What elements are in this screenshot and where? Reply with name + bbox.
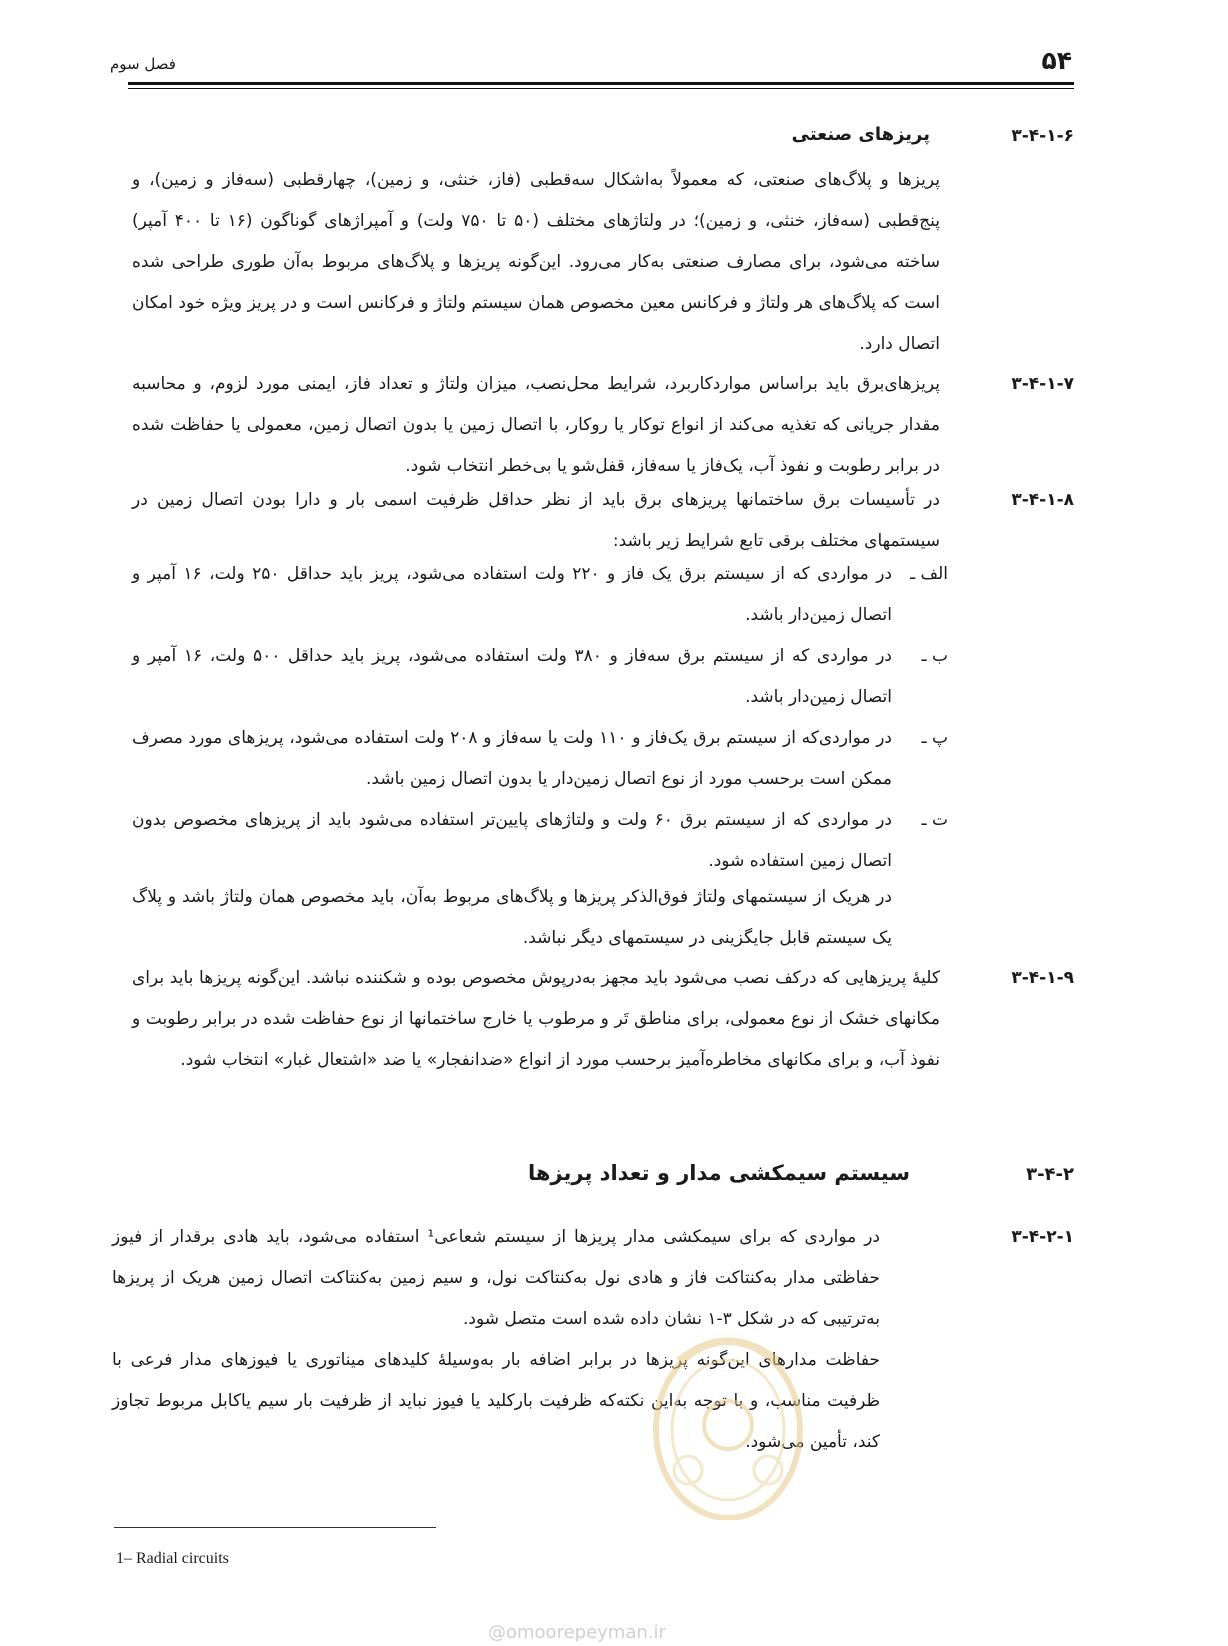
paragraph: کلیهٔ پریزهایی که درکف نصب می‌شود باید مجهز به‌درپوش مخصوص بوده و شکننده نباشد. این‌گونه پریزها باید برای مکانهای خشک از نوع معمولی، برای مناطق تَر و مرطوب یا خارج ساختمانها از نوع حفاظت شده در برابر رطوبت و نفوذ آب، و برای مکانهای مخاطره‌آمیز برحسب مورد از انواع «ضدانفجار» یا ضد «اشتعال غبار» انتخاب شود. bbox=[132, 968, 940, 1070]
list-item: در مواردی که از سیستم برق یک فاز و ۲۲۰ ولت استفاده می‌شود، پریز باید حداقل ۲۵۰ ولت، ۱۶ آمپر و اتصال زمین‌دار باشد. bbox=[132, 564, 892, 625]
section-number: ۳-۴-۱-۷ bbox=[1011, 374, 1074, 394]
list-marker: ت ـ bbox=[921, 810, 948, 830]
section-number: ۳-۴-۱-۸ bbox=[1011, 490, 1074, 510]
watermark-text: @omoorepeyman.ir bbox=[488, 1622, 666, 1643]
chapter-title: فصل سوم bbox=[110, 55, 176, 73]
footnote: 1– Radial circuits bbox=[116, 1550, 229, 1567]
paragraph: در مواردی که برای سیمکشی مدار پریزها از سیستم شعاعی¹ استفاده می‌شود، باید هادی برقدار از فیوز حفاظتی مدار به‌کنتاکت فاز و هادی نول به‌کنتاکت نول، و سیم زمین به‌کنتاکت اتصال زمین هریک از پریزها به‌ترتیبی که در شکل ۳-۱ نشان داده شده است متصل شود. bbox=[112, 1227, 880, 1329]
paragraph: پریزها و پلاگ‌های صنعتی، که معمولاً به‌اشکال سه‌قطبی (فاز، خنثی، و زمین)، چهارقطبی (سه‌فاز و زمین)، و پنج‌قطبی (سه‌فاز، خنثی، و زمین)؛ در ولتاژهای مختلف (۵۰ تا ۷۵۰ ولت) و آمپراژهای گوناگون (۱۶ تا ۴۰۰ آمپر) ساخته می‌شود، برای مصارف صنعتی به‌کار می‌رود. این‌گونه پریزها و پلاگ‌های مربوط به‌آن طوری طراحی شده است که پلاگ‌های هر ولتاژ و فرکانس معین مخصوص همان سیستم ولتاژ و فرکانس است و در پریز ویژه خود امکان اتصال دارد. bbox=[132, 170, 941, 354]
list-item: در مواردی‌که از سیستم برق یک‌فاز و ۱۱۰ ولت یا سه‌فاز و ۲۰۸ ولت استفاده می‌شود، پریزهای مورد مصرف ممکن است برحسب مورد از نوع اتصال زمین‌دار یا بدون اتصال زمین باشد. bbox=[132, 728, 892, 789]
watermark-seal-icon bbox=[648, 1320, 808, 1520]
header-rule-thin bbox=[128, 88, 1074, 89]
footnote-rule bbox=[114, 1527, 436, 1528]
paragraph: پریزهای‌برق باید براساس مواردکاربرد، شرایط محل‌نصب، میزان ولتاژ و تعداد فاز، ایمنی مورد لزوم، و محاسبه مقدار جریانی که تغذیه می‌کند از انواع توکار یا روکار، با اتصال زمین یا بدون اتصال زمین، معمولی یا حفاظت شده در برابر رطوبت و نفوذ آب، یک‌فاز یا سه‌فاز، قفل‌شو یا بی‌خطر انتخاب شود. bbox=[132, 374, 940, 476]
section-number: ۳-۴-۲-۱ bbox=[1011, 1227, 1074, 1247]
list-item: در مواردی که از سیستم برق سه‌فاز و ۳۸۰ ولت استفاده می‌شود، پریز باید حداقل ۵۰۰ ولت، ۱۶ آمپر و اتصال زمین‌دار باشد. bbox=[132, 646, 892, 707]
paragraph: در تأسیسات برق ساختمانها پریزهای برق باید از نظر حداقل ظرفیت اسمی بار و دارا بودن اتصال زمین در سیستمهای مختلف برقی تابع شرایط زیر باشد: bbox=[132, 490, 940, 551]
section-number: ۳-۴-۲ bbox=[1026, 1164, 1074, 1185]
section-heading: پریزهای صنعتی bbox=[791, 124, 930, 145]
paragraph: در هریک از سیستمهای ولتاژ فوق‌الذکر پریزها و پلاگ‌های مربوط به‌آن، باید مخصوص همان ولتاژ باشد و پلاگ یک سیستم قابل جایگزینی در سیستمهای دیگر نباشد. bbox=[132, 887, 892, 948]
list-marker: الف ـ bbox=[910, 564, 948, 584]
section-heading: سیستم سیمکشی مدار و تعداد پریزها bbox=[528, 1161, 910, 1185]
paragraph: حفاظت مدارهای این‌گونه پریزها در برابر اضافه بار به‌وسیلهٔ کلیدهای میناتوری یا فیوزهای مدار فرعی با ظرفیت مناسب، و با توجه به‌این نکته‌که ظرفیت بارکلید یا فیوز نباید از ظرفیت بار سیم یاکابل مربوط تجاوز کند، تأمین می‌شود. bbox=[112, 1350, 880, 1452]
section-number: ۳-۴-۱-۶ bbox=[1011, 126, 1074, 146]
header-rule bbox=[128, 82, 1074, 85]
list-item: در مواردی که از سیستم برق ۶۰ ولت و ولتاژهای پایین‌تر استفاده می‌شود باید از پریزهای مخصوص بدون اتصال زمین استفاده شود. bbox=[132, 810, 892, 871]
section-number: ۳-۴-۱-۹ bbox=[1011, 968, 1074, 988]
list-marker: پ ـ bbox=[921, 728, 948, 748]
list-marker: ب ـ bbox=[921, 646, 948, 666]
page-number: ۵۴ bbox=[1041, 46, 1072, 75]
